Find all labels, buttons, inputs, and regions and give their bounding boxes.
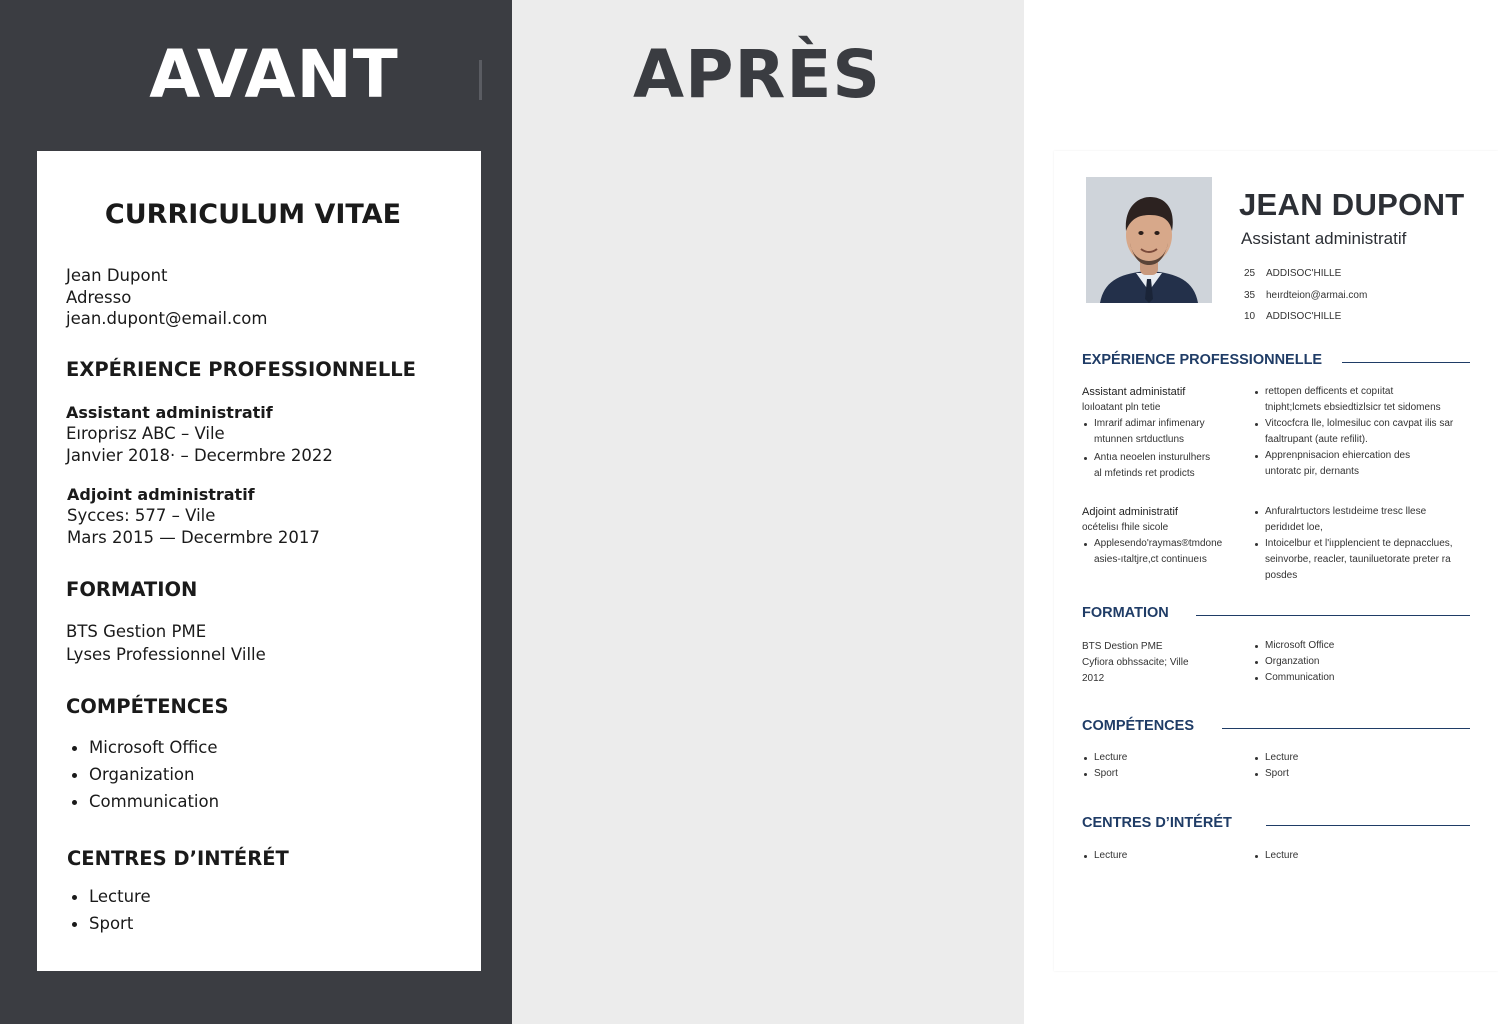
list-item: Lecture (1082, 750, 1242, 766)
list-item: Communication (67, 788, 219, 815)
cv-email: jean.dupont@email.com (66, 309, 268, 328)
job-1-title: Assistant administatif (1082, 386, 1186, 398)
contact-line (1244, 268, 1341, 279)
job-2-dates: Mars 2015 — Decermbre 2017 (67, 527, 320, 547)
avant-heading: AVANT (149, 36, 399, 113)
job-1-subtitle: loıloatant pln tetie (1082, 402, 1161, 413)
formation-heading: FORMATION (66, 578, 198, 601)
list-item: Lecture (1253, 848, 1413, 864)
job-1-title: Assistant administratif (66, 403, 273, 422)
contact-number: 35 (1244, 290, 1256, 301)
apres-panel (512, 0, 1465, 1024)
resume-role: Assistant administratif (1241, 229, 1407, 248)
job-2-left (1082, 504, 1242, 568)
list-item: Lecture (1253, 750, 1413, 766)
cv-name: Jean Dupont (66, 266, 168, 285)
contact-number: 10 (1244, 311, 1256, 322)
experience-section-header (1082, 352, 1470, 370)
list-item: Vitcocfcra lle, lolmesiluc con cavpat ilis sar faaltrupant (aute refilit). (1253, 416, 1483, 448)
job-1-right (1253, 384, 1483, 480)
list-item: Anfuralrtuctors lestıdeime tresc llese peridıdet loe, (1253, 504, 1483, 536)
contact-block (66, 265, 267, 330)
interests-left (1082, 848, 1242, 864)
list-item: Applesendo'raymas®tmdone asies-ıtaltjre,ct continueıs (1082, 536, 1242, 568)
avatar (1086, 177, 1212, 303)
cv-title: CURRICULUM VITAE (104, 199, 402, 230)
interests-right-list (1253, 848, 1413, 864)
list-item: Organization (67, 761, 219, 788)
job-2-company: Sycces: 577 – Vile (67, 506, 216, 525)
job-1-left (1082, 384, 1242, 482)
formation-right-list (1253, 638, 1453, 686)
list-item: Organzation (1253, 654, 1453, 670)
cv-address: Adresso (66, 287, 132, 307)
section-title: COMPÉTENCES (1082, 718, 1194, 734)
formation-block (66, 620, 266, 666)
interests-right (1253, 848, 1413, 864)
list-item: Communication (1253, 670, 1453, 686)
interests-list (67, 883, 151, 937)
job-2-title: Adjoint administratif (67, 485, 255, 504)
interests-heading: CENTRES D’INTÉRÉT (67, 847, 289, 870)
section-title: EXPÉRIENCE PROFESSIONNELLE (1082, 352, 1323, 368)
job-2-right (1253, 504, 1483, 584)
formation-line: BTS Gestion PME (66, 622, 207, 641)
job-2-bullets (1082, 536, 1242, 568)
skills-left-list (1082, 750, 1242, 782)
interests-section-header (1082, 815, 1470, 833)
formation-left (1082, 639, 1242, 687)
list-item: Microsoft Office (67, 734, 219, 761)
job-2-right-bullets (1253, 504, 1483, 584)
formation-line: 2012 (1082, 673, 1105, 684)
formation-line: Lyses Professionnel Ville (66, 645, 266, 664)
job-2-title: Adjoint administratif (1082, 506, 1178, 518)
job-2 (67, 484, 320, 548)
job-1-right-bullets (1253, 384, 1483, 480)
job-1-company: Eıroprisz ABC – Vile (66, 424, 225, 443)
list-item: Sport (1253, 766, 1413, 782)
resume-name: JEAN DUPONT (1239, 187, 1465, 222)
list-item: Sport (1082, 766, 1242, 782)
contact-text: ADDISOC'HILLE (1266, 268, 1342, 279)
avant-cv-page (37, 151, 481, 971)
section-title: CENTRES D’INTÉRÉT (1082, 815, 1232, 831)
contact-text: ADDISOC'HILLE (1266, 311, 1342, 322)
section-rule (1196, 615, 1470, 616)
section-rule (1266, 825, 1470, 826)
formation-right (1253, 638, 1453, 686)
avant-panel (0, 0, 512, 1024)
section-rule (1342, 362, 1470, 363)
experience-heading: EXPÉRIENCE PROFESSIONNELLE (66, 358, 417, 381)
job-1-bullets (1082, 416, 1242, 482)
section-rule (1222, 728, 1470, 729)
list-item: rettopen defficents et copıitat tnipht;lcmets ebsiedtizlsicr tet sidomens (1253, 384, 1483, 416)
interests-left-list (1082, 848, 1242, 864)
job-1-dates: Janvier 2018· – Decermbre 2022 (66, 445, 333, 465)
list-item: Lecture (1082, 848, 1242, 864)
list-item: Antıa neoelen insturulhers al mfetinds ret prodicts (1082, 450, 1242, 482)
list-item: Intoicelbur et l'iıpplencient te depnacclues, seinvorbe, reacler, tauniluetorate preter ra posdes (1253, 536, 1483, 584)
person-photo-icon (1086, 177, 1212, 303)
list-item: Microsoft Office (1253, 638, 1453, 654)
list-item: Apprenpnisacion ehiercation des untoratc pir, dernants (1253, 448, 1483, 480)
list-item: Imrarif adimar infimenary mtunnen srtductluns (1082, 416, 1242, 448)
contact-text: heırdteion@armai.com (1266, 290, 1368, 301)
section-title: FORMATION (1082, 605, 1169, 621)
contact-line (1244, 290, 1367, 301)
formation-line: BTS Destion PME (1082, 641, 1163, 652)
list-item: Lecture (67, 883, 151, 910)
contact-line (1244, 311, 1341, 322)
skills-list (67, 734, 219, 815)
formation-section-header (1082, 605, 1470, 623)
apres-cv-page (1054, 151, 1498, 971)
formation-line: Cyfiora obhssacite; Ville (1082, 657, 1189, 668)
apres-heading: APRÈS (633, 36, 881, 113)
job-1 (66, 402, 333, 466)
skills-right (1253, 750, 1413, 782)
skills-left (1082, 750, 1242, 782)
contact-number: 25 (1244, 268, 1256, 279)
job-2-subtitle: ocételisı fhile sicole (1082, 522, 1169, 533)
divider-tick (479, 60, 482, 100)
skills-heading: COMPÉTENCES (66, 695, 229, 718)
skills-right-list (1253, 750, 1413, 782)
list-item: Sport (67, 910, 151, 937)
skills-section-header (1082, 718, 1470, 736)
